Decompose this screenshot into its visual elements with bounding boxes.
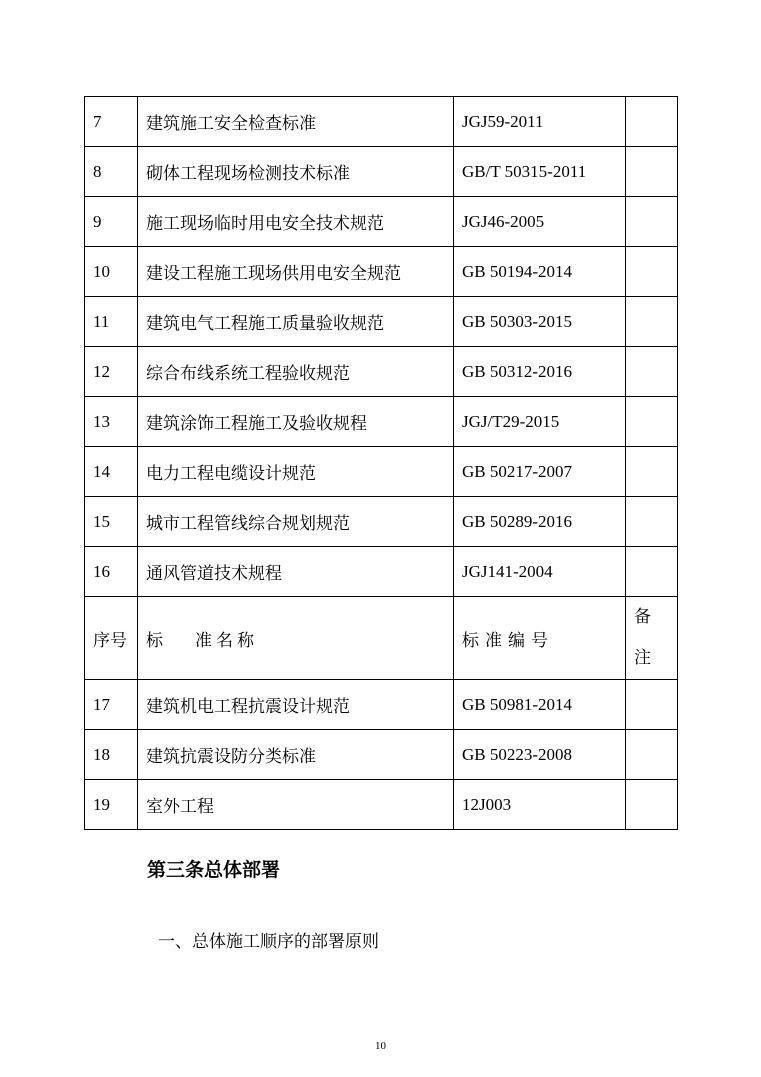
cell-remark <box>626 97 678 147</box>
cell-code: GB/T 50315-2011 <box>454 147 626 197</box>
table-row <box>85 447 678 497</box>
subsection-title: 一、总体施工顺序的部署原则 <box>158 932 379 952</box>
header-remark-line1: 备 <box>634 607 651 627</box>
cell-name: 建筑机电工程抗震设计规范 <box>138 680 454 730</box>
table-row <box>85 497 678 547</box>
header-remark <box>626 597 678 680</box>
cell-name: 施工现场临时用电安全技术规范 <box>138 197 454 247</box>
header-name-part1: 标 <box>146 630 167 651</box>
cell-remark <box>626 247 678 297</box>
cell-remark <box>626 447 678 497</box>
table-body-upper <box>85 97 678 597</box>
cell-remark <box>626 147 678 197</box>
cell-code: GB 50981-2014 <box>454 680 626 730</box>
cell-no: 8 <box>85 147 138 197</box>
table-header-row <box>85 597 678 680</box>
cell-no: 10 <box>85 247 138 297</box>
table-row <box>85 780 678 830</box>
table-row <box>85 247 678 297</box>
cell-no: 18 <box>85 730 138 780</box>
standards-table <box>84 96 678 830</box>
cell-code: JGJ/T29-2015 <box>454 397 626 447</box>
header-remark-line2: 注 <box>634 648 651 668</box>
cell-code: 12J003 <box>454 780 626 830</box>
cell-name: 综合布线系统工程验收规范 <box>138 347 454 397</box>
table-row <box>85 347 678 397</box>
cell-name: 建设工程施工现场供用电安全规范 <box>138 247 454 297</box>
cell-code: GB 50223-2008 <box>454 730 626 780</box>
cell-code: GB 50289-2016 <box>454 497 626 547</box>
cell-no: 15 <box>85 497 138 547</box>
table-header-block <box>85 597 678 680</box>
cell-name: 砌体工程现场检测技术标准 <box>138 147 454 197</box>
cell-no: 11 <box>85 297 138 347</box>
cell-no: 19 <box>85 780 138 830</box>
cell-no: 13 <box>85 397 138 447</box>
header-name <box>138 597 454 680</box>
header-code-label: 标准编号 <box>462 630 554 651</box>
cell-no: 7 <box>85 97 138 147</box>
table-body-lower <box>85 680 678 830</box>
cell-no: 14 <box>85 447 138 497</box>
cell-remark <box>626 680 678 730</box>
cell-no: 16 <box>85 547 138 597</box>
cell-code: JGJ59-2011 <box>454 97 626 147</box>
cell-remark <box>626 197 678 247</box>
table-row <box>85 680 678 730</box>
table-row <box>85 730 678 780</box>
cell-code: JGJ141-2004 <box>454 547 626 597</box>
table-row <box>85 297 678 347</box>
cell-code: GB 50217-2007 <box>454 447 626 497</box>
cell-name: 建筑涂饰工程施工及验收规程 <box>138 397 454 447</box>
cell-remark <box>626 497 678 547</box>
section-title: 第三条总体部署 <box>147 859 281 881</box>
cell-remark <box>626 347 678 397</box>
cell-remark <box>626 297 678 347</box>
cell-remark <box>626 397 678 447</box>
cell-name: 城市工程管线综合规划规范 <box>138 497 454 547</box>
table-row <box>85 197 678 247</box>
table-row <box>85 97 678 147</box>
cell-name: 通风管道技术规程 <box>138 547 454 597</box>
cell-remark <box>626 730 678 780</box>
cell-name: 电力工程电缆设计规范 <box>138 447 454 497</box>
cell-code: GB 50312-2016 <box>454 347 626 397</box>
table-row <box>85 547 678 597</box>
cell-name: 建筑施工安全检查标准 <box>138 97 454 147</box>
header-name-part2: 准名称 <box>195 630 258 651</box>
cell-no: 9 <box>85 197 138 247</box>
header-no: 序号 <box>85 597 138 680</box>
header-code <box>454 597 626 680</box>
cell-code: GB 50194-2014 <box>454 247 626 297</box>
cell-name: 建筑电气工程施工质量验收规范 <box>138 297 454 347</box>
cell-name: 室外工程 <box>138 780 454 830</box>
cell-remark <box>626 547 678 597</box>
page-number: 10 <box>375 1040 386 1052</box>
table-row <box>85 397 678 447</box>
cell-code: JGJ46-2005 <box>454 197 626 247</box>
cell-no: 17 <box>85 680 138 730</box>
cell-code: GB 50303-2015 <box>454 297 626 347</box>
cell-no: 12 <box>85 347 138 397</box>
cell-name: 建筑抗震设防分类标准 <box>138 730 454 780</box>
table-row <box>85 147 678 197</box>
cell-remark <box>626 780 678 830</box>
